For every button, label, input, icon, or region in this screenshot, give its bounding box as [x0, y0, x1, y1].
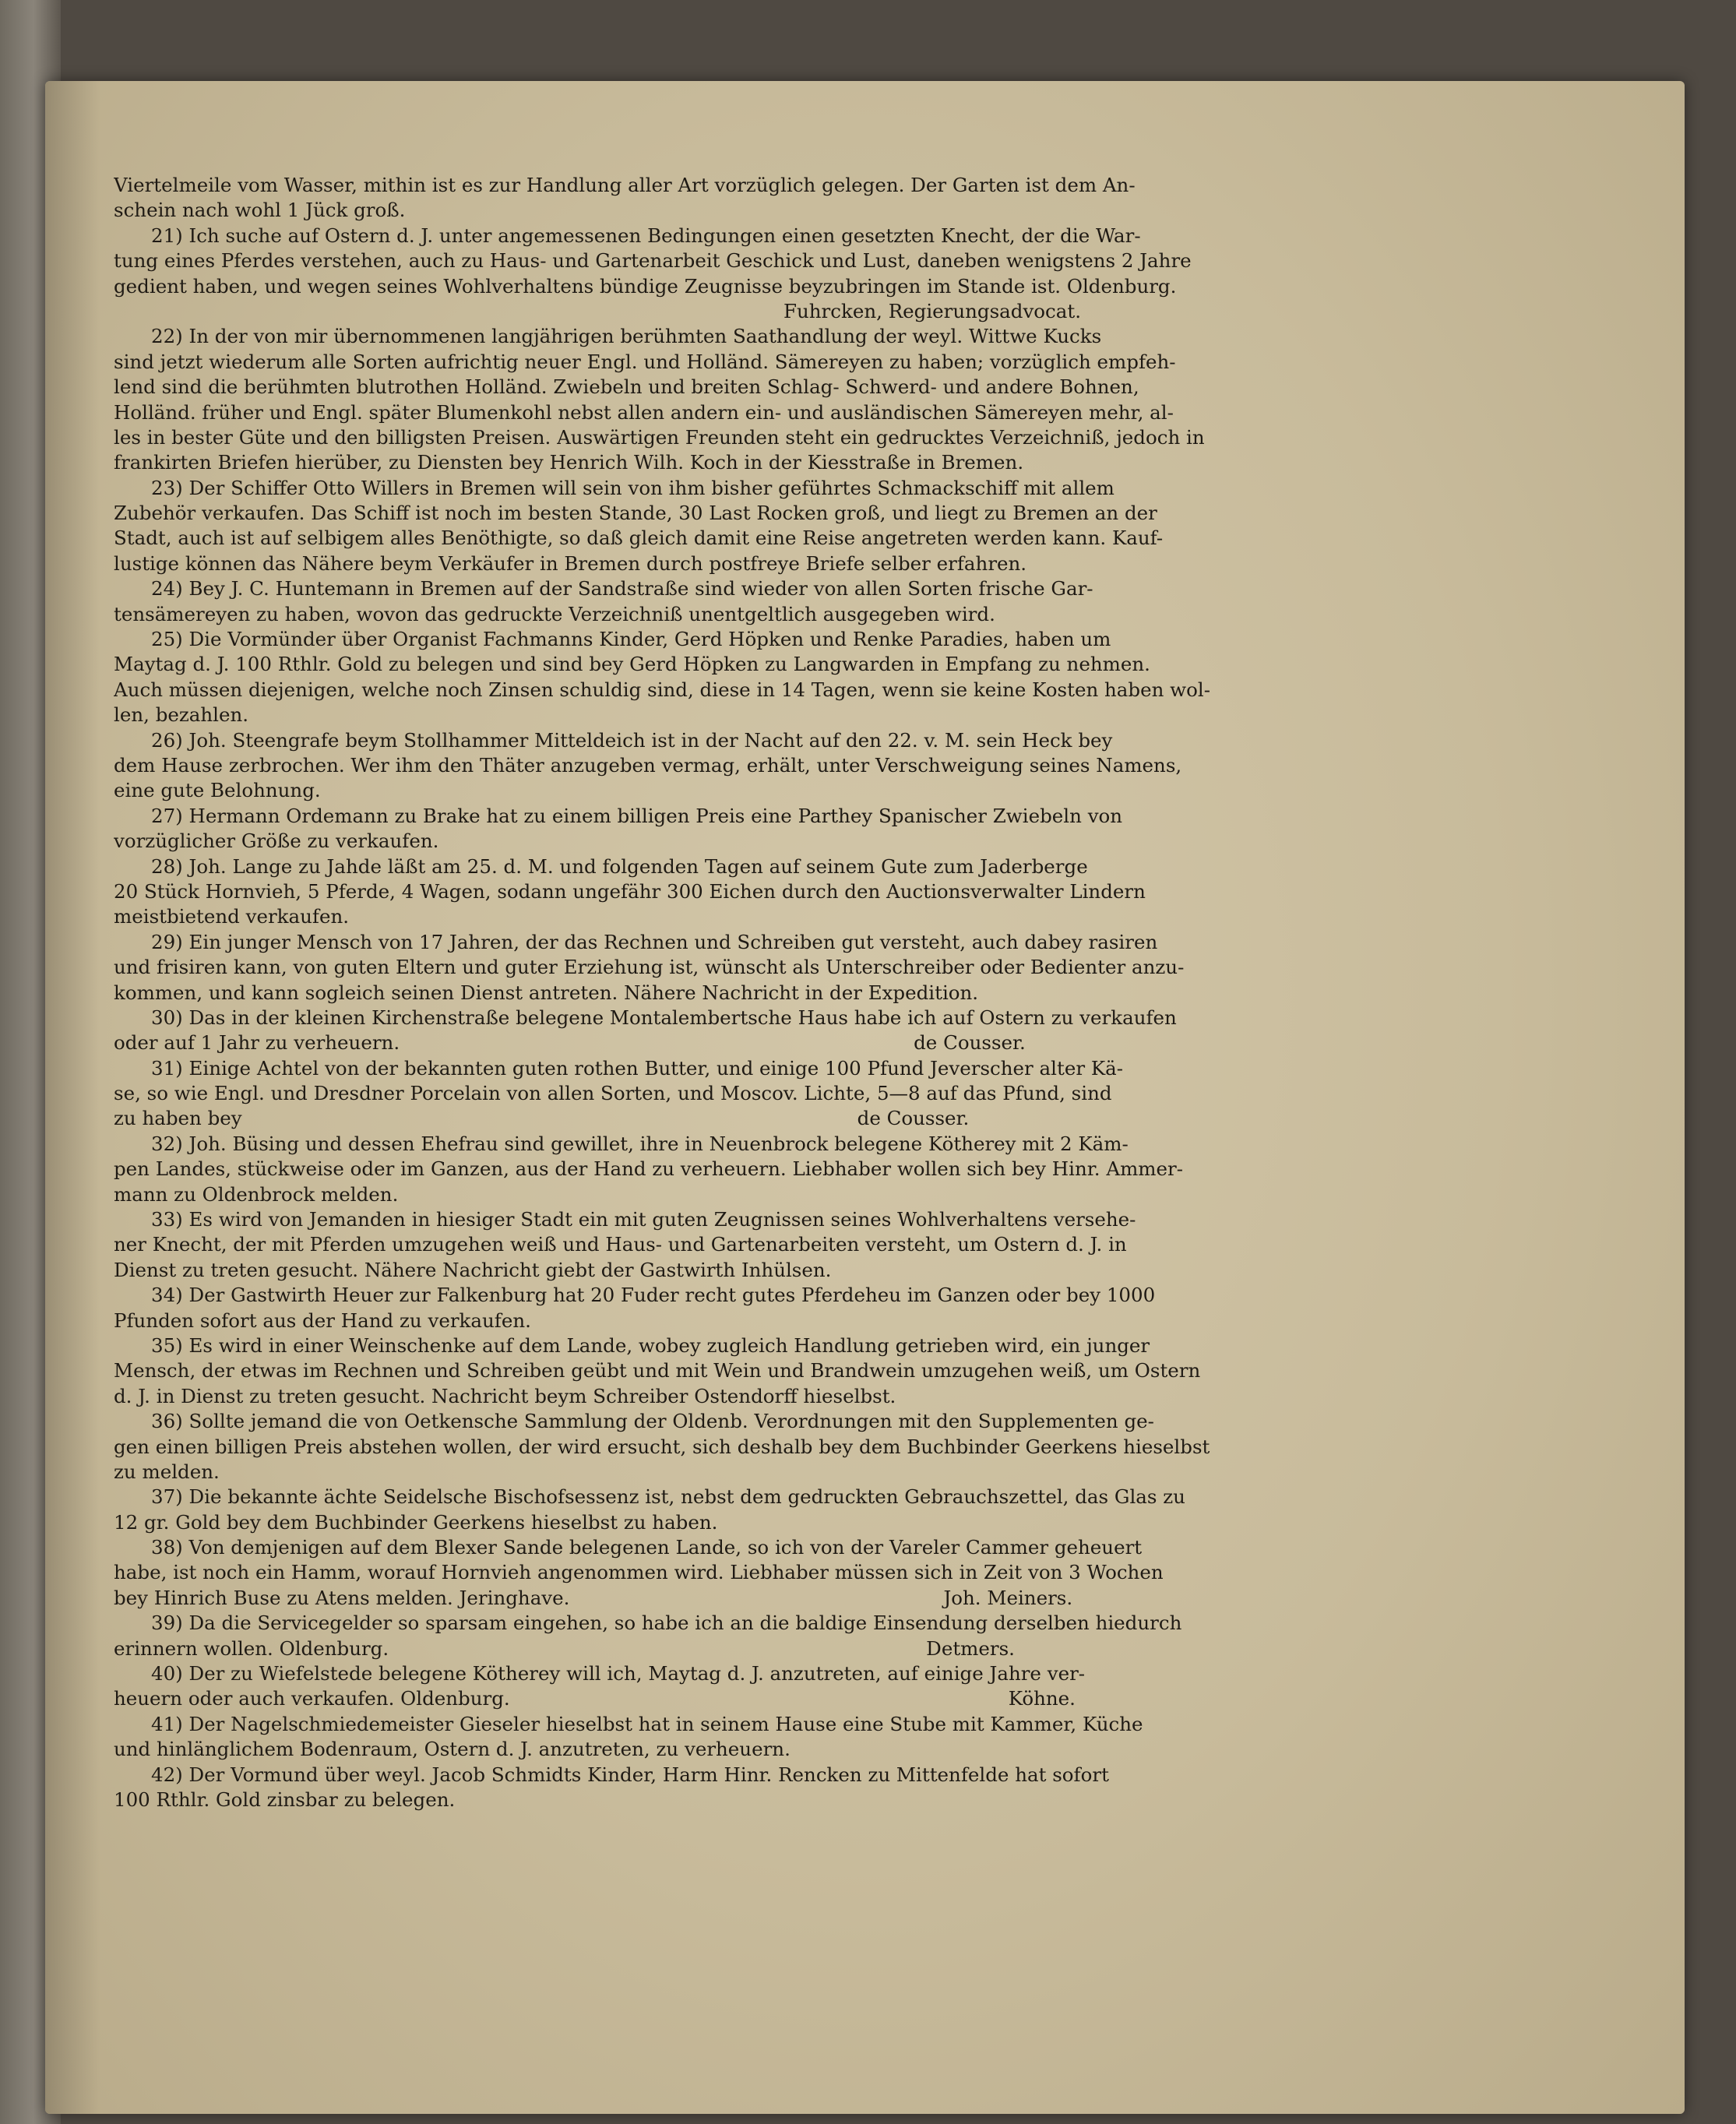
text-line — [114, 1207, 1453, 1232]
line-text: Holländ. früher und Engl. später Blumenkohl nebst allen andern ein- und ausländischen Sämereyen mehr, al- — [114, 400, 1174, 424]
text-line — [114, 1788, 1453, 1812]
text-line — [114, 1737, 1453, 1762]
line-text: erinnern wollen. Oldenburg. — [114, 1636, 389, 1660]
text-line — [114, 1560, 1453, 1585]
line-text: tensämereyen zu haben, wovon das gedruckte Verzeichniß unentgeltlich ausgegeben wird. — [114, 602, 995, 625]
text-line — [114, 1006, 1453, 1030]
line-text: Maytag d. J. 100 Rthlr. Gold zu belegen und sind bey Gerd Höpken zu Langwarden in Empfang zu nehmen. — [114, 653, 1150, 676]
text-line — [114, 425, 1453, 450]
line-text: d. J. in Dienst zu treten gesucht. Nachricht beym Schreiber Ostendorff hieselbst. — [114, 1384, 896, 1407]
text-line — [114, 1636, 1453, 1661]
line-text: schein nach wohl 1 Jück groß. — [114, 199, 406, 222]
line-text: und hinlänglichem Bodenraum, Ostern d. J. anzutreten, zu verheuern. — [114, 1738, 791, 1761]
line-text: vorzüglicher Größe zu verkaufen. — [114, 830, 439, 853]
text-line — [114, 400, 1453, 425]
line-text: Zubehör verkaufen. Das Schiff ist noch im besten Stande, 30 Last Rocken groß, und liegt zu Bremen an der — [114, 502, 1157, 525]
text-line — [114, 299, 1453, 324]
text-line — [114, 1510, 1453, 1535]
text-line — [114, 778, 1453, 803]
text-line — [114, 274, 1453, 299]
text-line — [114, 1333, 1453, 1358]
text-line — [114, 576, 1453, 601]
line-text: 26) Joh. Steengrafe beym Stollhammer Mitteldeich ist in der Nacht auf den 22. v. M. sein Heck bey — [151, 728, 1113, 752]
line-text: Fuhrcken, Regierungsadvocat. — [783, 299, 1082, 322]
text-line — [114, 551, 1453, 576]
text-line — [114, 1258, 1453, 1283]
line-text: lustige können das Nähere beym Verkäufer in Bremen durch postfreye Briefe selber erfahren. — [114, 551, 1027, 575]
text-line — [114, 1283, 1453, 1308]
text-line — [114, 1030, 1453, 1055]
text-line — [114, 854, 1453, 879]
line-text: len, bezahlen. — [114, 703, 249, 727]
line-text: 25) Die Vormünder über Organist Fachmanns Kinder, Gerd Höpken und Renke Paradies, haben um — [151, 628, 1111, 651]
text-line — [114, 1611, 1453, 1636]
text-line — [114, 248, 1453, 273]
signature: de Cousser. — [857, 1107, 970, 1130]
line-text: 35) Es wird in einer Weinschenke auf dem Lande, wobey zugleich Handlung getrieben wird, ein junger — [151, 1333, 1150, 1357]
document-page — [45, 81, 1685, 2114]
text-line — [114, 879, 1453, 904]
text-line — [114, 1056, 1453, 1081]
document-text — [114, 173, 1453, 1812]
line-text: 40) Der zu Wiefelstede belegene Kötherey will ich, Maytag d. J. anzutreten, auf einige Jahre ver- — [151, 1662, 1086, 1685]
text-line — [114, 678, 1453, 703]
line-text: tung eines Pferdes verstehen, auch zu Haus- und Gartenarbeit Geschick und Lust, daneben wenigstens 2 Jahre — [114, 249, 1192, 273]
line-text: heuern oder auch verkaufen. Oldenburg. — [114, 1687, 510, 1710]
line-text: Stadt, auch ist auf selbigem alles Benöthigte, so daß gleich damit eine Reise angetreten werden kann. Kauf- — [114, 527, 1164, 550]
signature: de Cousser. — [914, 1031, 1026, 1055]
text-line — [114, 198, 1453, 223]
text-line — [114, 526, 1453, 551]
line-text: 37) Die bekannte ächte Seidelsche Bischofsessenz ist, nebst dem gedruckten Gebrauchszettel, das Glas zu — [151, 1485, 1185, 1509]
text-line — [114, 450, 1453, 475]
text-line — [114, 1182, 1453, 1207]
text-line — [114, 1435, 1453, 1460]
line-text: meistbietend verkaufen. — [114, 905, 350, 928]
signature: Detmers. — [926, 1636, 1015, 1660]
line-text: kommen, und kann sogleich seinen Dienst antreten. Nähere Nachricht in der Expedition. — [114, 981, 979, 1004]
text-line — [114, 930, 1453, 955]
text-line — [114, 1309, 1453, 1333]
line-text: 22) In der von mir übernommenen langjährigen berühmten Saathandlung der weyl. Wittwe Kucks — [151, 325, 1102, 348]
line-text: pen Landes, stückweise oder im Ganzen, aus der Hand zu verheuern. Liebhaber wollen sich bey Hinr. Ammer- — [114, 1157, 1184, 1181]
line-text: zu melden. — [114, 1460, 220, 1483]
text-line — [114, 1232, 1453, 1257]
line-text: Pfunden sofort aus der Hand zu verkaufen. — [114, 1309, 531, 1332]
text-line — [114, 375, 1453, 400]
text-line — [114, 350, 1453, 375]
line-text: 28) Joh. Lange zu Jahde läßt am 25. d. M. und folgenden Tagen auf seinem Gute zum Jaderberge — [151, 854, 1088, 878]
text-line — [114, 501, 1453, 526]
text-line — [114, 1485, 1453, 1509]
line-text: frankirten Briefen hierüber, zu Diensten bey Henrich Wilh. Koch in der Kiesstraße in Bremen. — [114, 451, 1024, 474]
page-gutter — [45, 81, 100, 2114]
text-line — [114, 904, 1453, 929]
text-line — [114, 627, 1453, 652]
line-text: 24) Bey J. C. Huntemann in Bremen auf der Sandstraße sind wieder von allen Sorten frische Gar- — [151, 577, 1093, 601]
text-line — [114, 173, 1453, 198]
line-text: mann zu Oldenbrock melden. — [114, 1182, 399, 1206]
line-text: zu haben bey — [114, 1107, 242, 1130]
line-text: 20 Stück Hornvieh, 5 Pferde, 4 Wagen, sodann ungefähr 300 Eichen durch den Auctionsverwalter Lindern — [114, 879, 1146, 903]
line-text: 31) Einige Achtel von der bekannten guten rothen Butter, und einige 100 Pfund Jeverscher alter Kä- — [151, 1056, 1124, 1080]
line-text: 12 gr. Gold bey dem Buchbinder Geerkens hieselbst zu haben. — [114, 1510, 718, 1534]
text-line — [114, 1712, 1453, 1737]
line-text: habe, ist noch ein Hamm, worauf Hornvieh angenommen wird. Liebhaber müssen sich in Zeit von 3 Wochen — [114, 1561, 1164, 1584]
line-text: 32) Joh. Büsing und dessen Ehefrau sind gewillet, ihre in Neuenbrock belegene Kötherey mit 2 Käm- — [151, 1132, 1129, 1155]
text-line — [114, 753, 1453, 778]
line-text: ner Knecht, der mit Pferden umzugehen weiß und Haus- und Gartenarbeiten versteht, um Ostern d. J. in — [114, 1233, 1127, 1256]
line-text: und frisiren kann, von guten Eltern und guter Erziehung ist, wünscht als Unterschreiber oder Bedienter anzu- — [114, 956, 1185, 979]
line-text: 42) Der Vormund über weyl. Jacob Schmidts Kinder, Harm Hinr. Rencken zu Mittenfelde hat sofort — [151, 1763, 1109, 1786]
text-line — [114, 804, 1453, 829]
line-text: 30) Das in der kleinen Kirchenstraße belegene Montalembertsche Haus habe ich auf Ostern zu verkaufen — [151, 1006, 1177, 1029]
line-text: les in bester Güte und den billigsten Preisen. Auswärtigen Freunden steht ein gedrucktes Verzeichniß, jedoch in — [114, 425, 1205, 449]
line-text: 29) Ein junger Mensch von 17 Jahren, der das Rechnen und Schreiben gut versteht, auch dabey rasiren — [151, 930, 1158, 953]
text-line — [114, 224, 1453, 248]
line-text: se, so wie Engl. und Dresdner Porcelain von allen Sorten, und Moscov. Lichte, 5—8 auf das Pfund, sind — [114, 1082, 1112, 1105]
text-line — [114, 1106, 1453, 1131]
line-text: Viertelmeile vom Wasser, mithin ist es zur Handlung aller Art vorzüglich gelegen. Der Garten ist dem An- — [114, 174, 1136, 196]
text-line — [114, 728, 1453, 753]
text-line — [114, 324, 1453, 349]
line-text: 33) Es wird von Jemanden in hiesiger Stadt ein mit guten Zeugnissen seines Wohlverhaltens versehe- — [151, 1208, 1136, 1231]
text-line — [114, 1661, 1453, 1686]
text-line — [114, 955, 1453, 980]
line-text: eine gute Belohnung. — [114, 779, 321, 802]
text-line — [114, 981, 1453, 1006]
text-line — [114, 1081, 1453, 1106]
text-line — [114, 652, 1453, 677]
line-text: 38) Von demjenigen auf dem Blexer Sande belegenen Lande, so ich von der Vareler Cammer geheuert — [151, 1536, 1143, 1559]
line-text: 39) Da die Servicegelder so sparsam eingehen, so habe ich an die baldige Einsendung derselben hiedurch — [151, 1611, 1182, 1635]
text-line — [114, 476, 1453, 501]
line-text: 27) Hermann Ordemann zu Brake hat zu einem billigen Preis eine Parthey Spanischer Zwiebeln von — [151, 804, 1123, 827]
line-text: gen einen billigen Preis abstehen wollen, der wird ersucht, sich deshalb bey dem Buchbinder Geerkens hieselbst — [114, 1435, 1210, 1458]
line-text: gedient haben, und wegen seines Wohlverhaltens bündige Zeugnisse beyzubringen im Stande ist. Oldenburg. — [114, 274, 1177, 298]
signature: Joh. Meiners. — [943, 1586, 1073, 1609]
text-line — [114, 1358, 1453, 1383]
line-text: Mensch, der etwas im Rechnen und Schreiben geübt und mit Wein und Brandwein umzugehen weiß, um Ostern — [114, 1359, 1201, 1383]
text-line — [114, 1535, 1453, 1560]
line-text: bey Hinrich Buse zu Atens melden. Jeringhave. — [114, 1586, 570, 1609]
line-text: 100 Rthlr. Gold zinsbar zu belegen. — [114, 1788, 456, 1811]
line-text: 41) Der Nagelschmiedemeister Gieseler hieselbst hat in seinem Hause eine Stube mit Kammer, Küche — [151, 1712, 1143, 1735]
signature: Köhne. — [1008, 1687, 1076, 1710]
line-text: sind jetzt wiederum alle Sorten aufrichtig neuer Engl. und Holländ. Sämereyen zu haben; vorzüglich empfeh- — [114, 350, 1176, 373]
text-line — [114, 829, 1453, 854]
text-line — [114, 1586, 1453, 1611]
text-line — [114, 1763, 1453, 1788]
text-line — [114, 1460, 1453, 1485]
text-line — [114, 1686, 1453, 1711]
line-text: Auch müssen diejenigen, welche noch Zinsen schuldig sind, diese in 14 Tagen, wenn sie keine Kosten haben wol- — [114, 678, 1210, 701]
line-text: Dienst zu treten gesucht. Nähere Nachricht giebt der Gastwirth Inhülsen. — [114, 1258, 832, 1281]
text-line — [114, 703, 1453, 727]
text-line — [114, 1157, 1453, 1182]
line-text: oder auf 1 Jahr zu verheuern. — [114, 1031, 400, 1055]
text-line — [114, 1409, 1453, 1434]
text-line — [114, 1132, 1453, 1157]
line-text: 34) Der Gastwirth Heuer zur Falkenburg hat 20 Fuder recht gutes Pferdeheu im Ganzen oder bey 1000 — [151, 1284, 1156, 1307]
line-text: dem Hause zerbrochen. Wer ihm den Thäter anzugeben vermag, erhält, unter Verschweigung seines Namens, — [114, 753, 1182, 777]
text-line — [114, 602, 1453, 627]
line-text: 21) Ich suche auf Ostern d. J. unter angemessenen Bedingungen einen gesetzten Knecht, der die War- — [151, 224, 1141, 247]
line-text: lend sind die berühmten blutrothen Holländ. Zwiebeln und breiten Schlag- Schwerd- und andere Bohnen, — [114, 375, 1139, 399]
text-line — [114, 1384, 1453, 1409]
line-text: 23) Der Schiffer Otto Willers in Bremen will sein von ihm bisher geführtes Schmackschiff mit allem — [151, 476, 1114, 499]
line-text: 36) Sollte jemand die von Oetkensche Sammlung der Oldenb. Verordnungen mit den Supplementen ge- — [151, 1410, 1154, 1433]
